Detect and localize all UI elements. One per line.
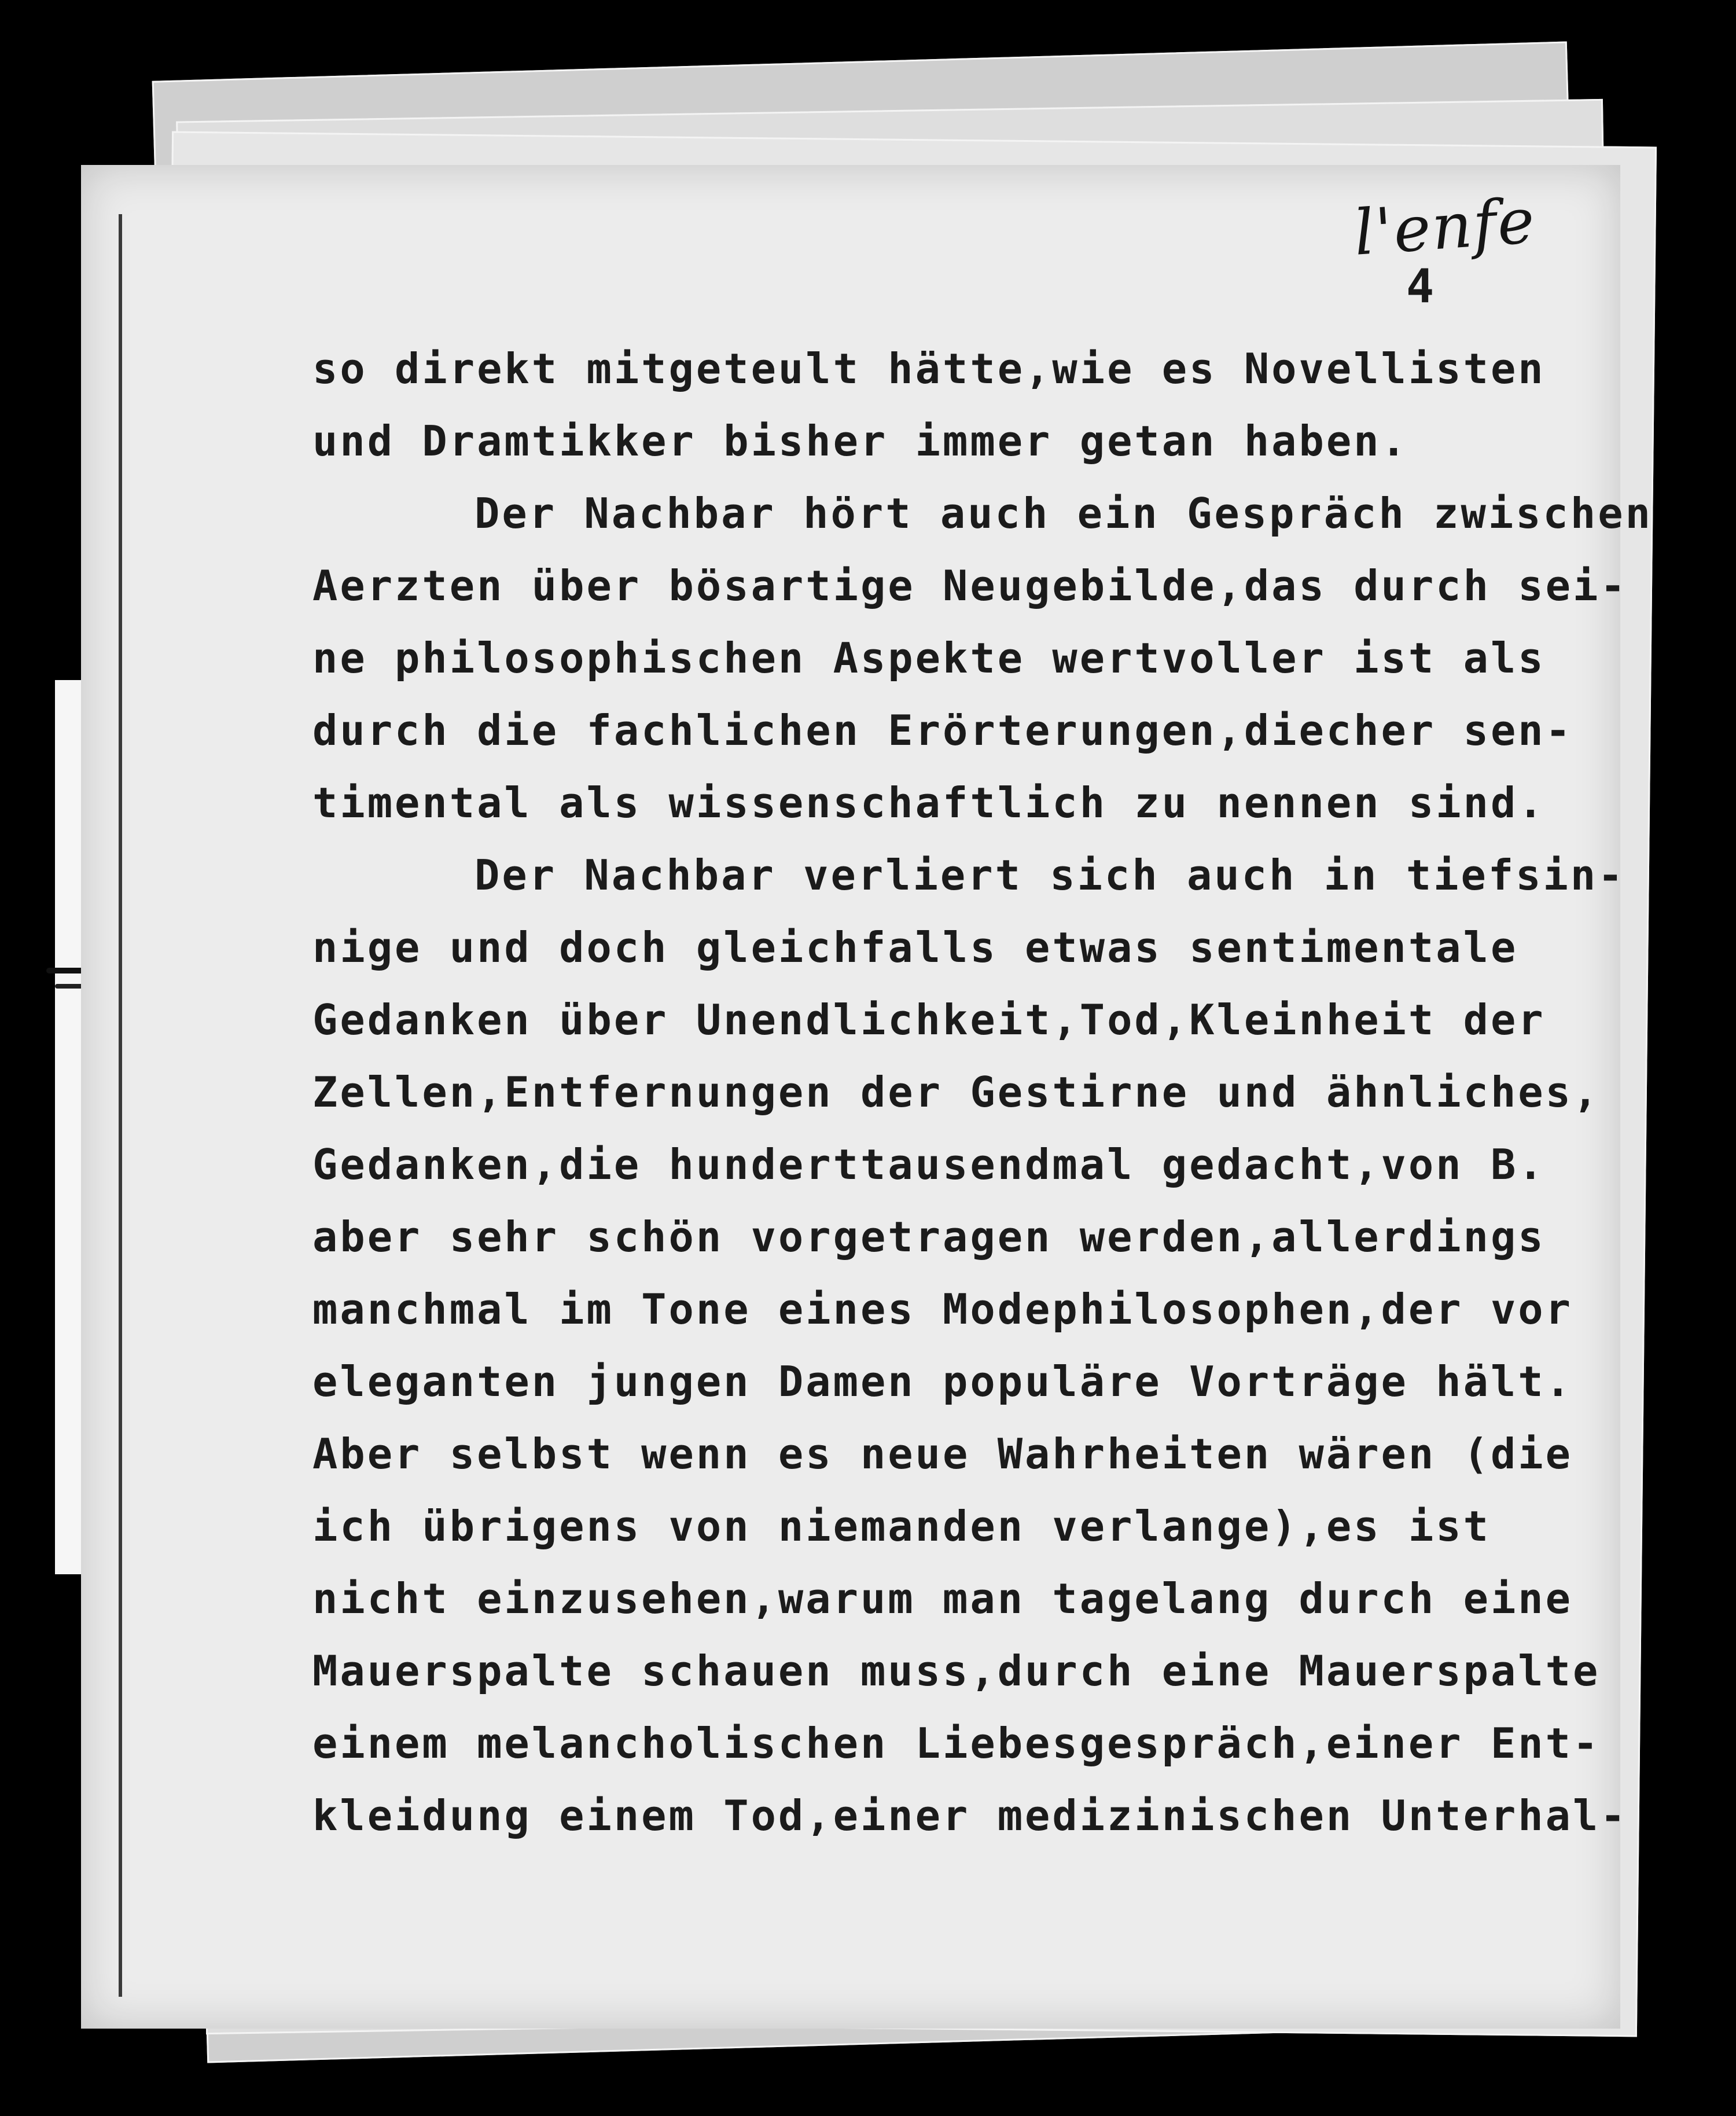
text-line: manchmal im Tone eines Modephilosophen,der vor [312, 1285, 1573, 1333]
text-line: ne philosophischen Aspekte wertvoller ist als [312, 634, 1546, 682]
text-line: und Dramtikker bisher immer getan haben. [312, 417, 1408, 465]
text-line: Aber selbst wenn es neue Wahrheiten wären (die [312, 1430, 1573, 1478]
text-line: Der Nachbar verliert sich auch in tiefsin- [475, 851, 1625, 899]
text-line: ich übrigens von niemanden verlange),es ist [312, 1502, 1491, 1551]
handwritten-note: l'enfe [1352, 185, 1538, 270]
text-line: nige und doch gleichfalls etwas sentimentale [312, 923, 1518, 972]
text-line: Gedanken,die hunderttausendmal gedacht,von B. [312, 1140, 1546, 1189]
text-line: so direkt mitgeteult hätte,wie es Novellisten [312, 344, 1546, 393]
text-line: eleganten jungen Damen populäre Vorträge hält. [312, 1357, 1573, 1406]
text-line: einem melancholischen Liebesgespräch,einer Ent- [312, 1719, 1601, 1768]
text-line: Mauerspalte schauen muss,durch eine Mauerspalte [312, 1647, 1601, 1695]
text-line: Der Nachbar hört auch ein Gespräch zwischen [475, 489, 1653, 538]
text-line: durch die fachlichen Erörterungen,diecher sen- [312, 706, 1573, 755]
text-line: kleidung einem Tod,einer medizinischen Unterhal- [312, 1791, 1628, 1840]
typewritten-text-block [312, 333, 1653, 1852]
text-line: Zellen,Entfernungen der Gestirne und ähnliches, [312, 1068, 1601, 1116]
text-line: aber sehr schön vorgetragen werden,allerdings [312, 1213, 1546, 1261]
text-line: Aerzten über bösartige Neugebilde,das durch sei- [312, 561, 1628, 610]
text-line: timental als wissenschaftlich zu nennen sind. [312, 778, 1546, 827]
text-line: nicht einzusehen,warum man tagelang durch eine [312, 1574, 1573, 1623]
text-line: Gedanken über Unendlichkeit,Tod,Kleinheit der [312, 995, 1546, 1044]
page-margin-rule [119, 214, 122, 1997]
page-number: 4 [1406, 259, 1435, 313]
